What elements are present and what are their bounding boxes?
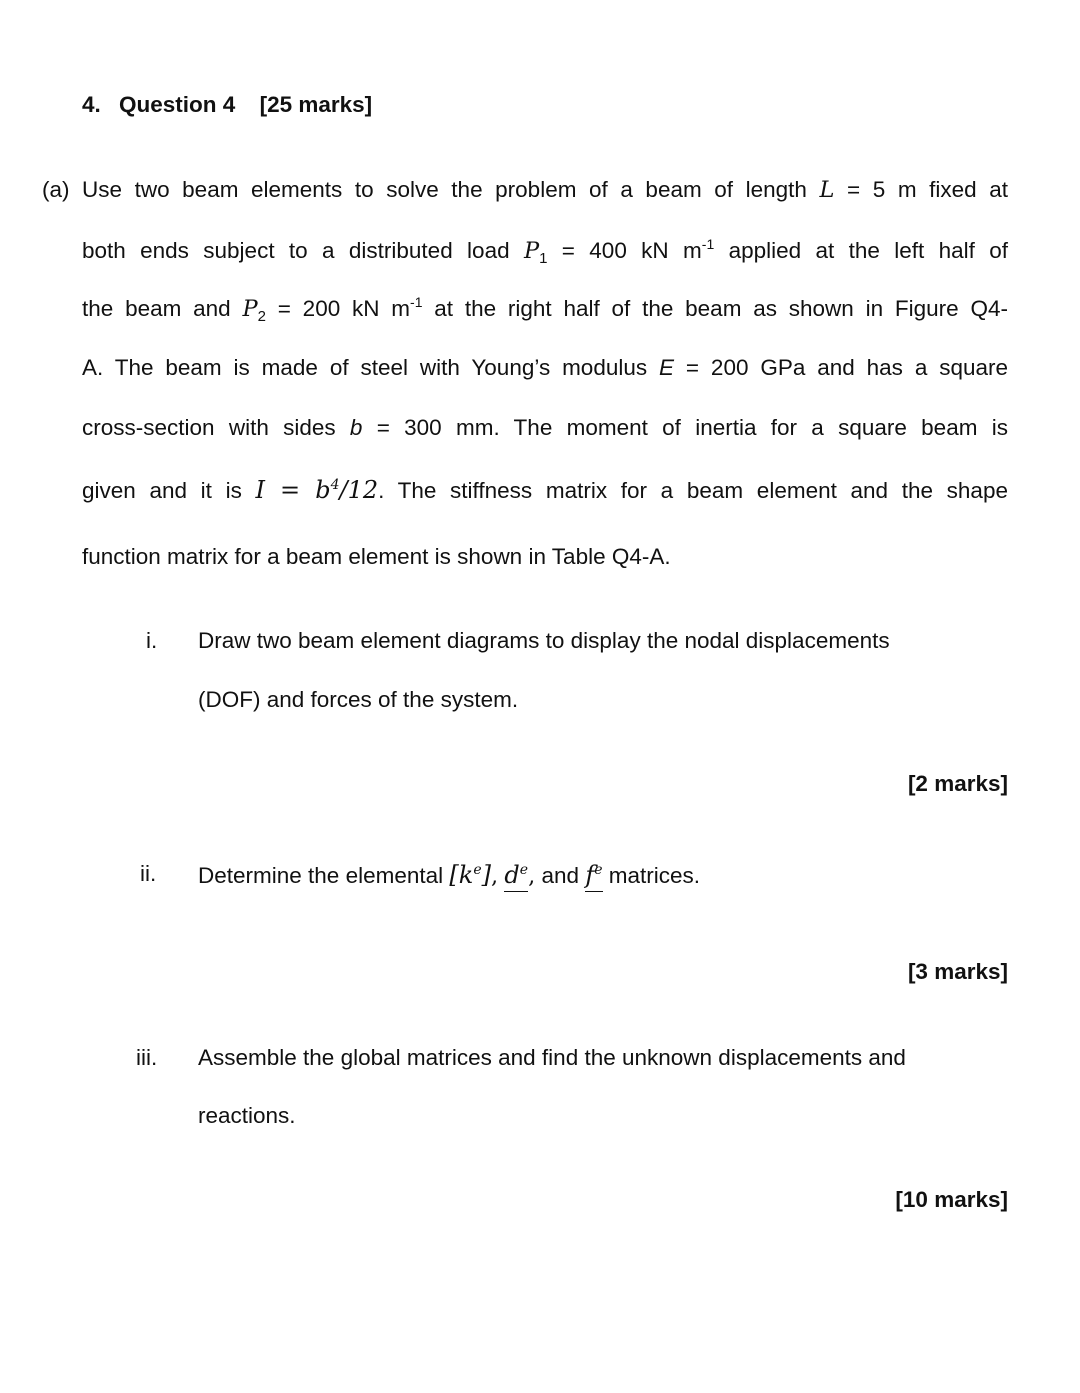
stiffness-matrix-symbol: $[k^e]$ [449, 861, 491, 889]
item-iii-number: iii. [136, 1045, 158, 1070]
part-a-line-7: function matrix for a beam element is shown in Table Q4-A. [82, 544, 671, 569]
item-i-number: i. [146, 628, 158, 653]
item-ii-text: Determine the elemental $[k^e]$, $d^e$, and $f^e$ matrices. [198, 861, 700, 889]
displacement-vector-symbol: $d^e$ [504, 861, 528, 892]
force-vector-symbol: $f^e$ [585, 861, 602, 892]
part-a-line-3: the beam and $P_2 = 200$ kN $m^{-1}$ at the right half of the beam as shown in Figure Q4- [82, 294, 1008, 325]
item-iii-marks: [10 marks] [895, 1187, 1008, 1212]
item-i-marks: [2 marks] [907, 771, 1008, 796]
part-a-line-6: given and it is $I = b^4/12$. The stiffness matrix for a beam element and the shape [82, 476, 1008, 504]
part-a-line-2: both ends subject to a distributed load $P_1 = 400$ kN $m^{-1}$ applied at the left half of [82, 236, 1008, 267]
part-a-label: (a) [42, 177, 70, 202]
item-iii-text-line-1: Assemble the global matrices and find the unknown displacements and [198, 1045, 906, 1070]
part-a-line-1: Use two beam elements to solve the problem of a beam of length L = 5 m fixed at [82, 177, 1008, 203]
item-ii-number: ii. [140, 861, 157, 886]
question-heading [82, 92, 372, 118]
item-i-text-line-2: (DOF) and forces of the system. [198, 687, 519, 712]
item-i-text-line-1: Draw two beam element diagrams to display the nodal displacements [198, 628, 890, 653]
inertia-formula: $I = b^4/12$ [255, 476, 379, 504]
part-a-line-5: cross-section with sides b = 300 mm. The moment of inertia for a square beam is [82, 415, 1008, 440]
item-iii-text-line-2: reactions. [198, 1103, 296, 1128]
question-number: 4. [82, 92, 101, 117]
question-marks: [25 marks] [259, 92, 373, 117]
part-a-line-4: A. The beam is made of steel with Young’s modulus E = 200 GPa and has a square [82, 355, 1009, 380]
item-ii-marks: [3 marks] [907, 959, 1008, 984]
question-title: Question 4 [119, 92, 236, 117]
